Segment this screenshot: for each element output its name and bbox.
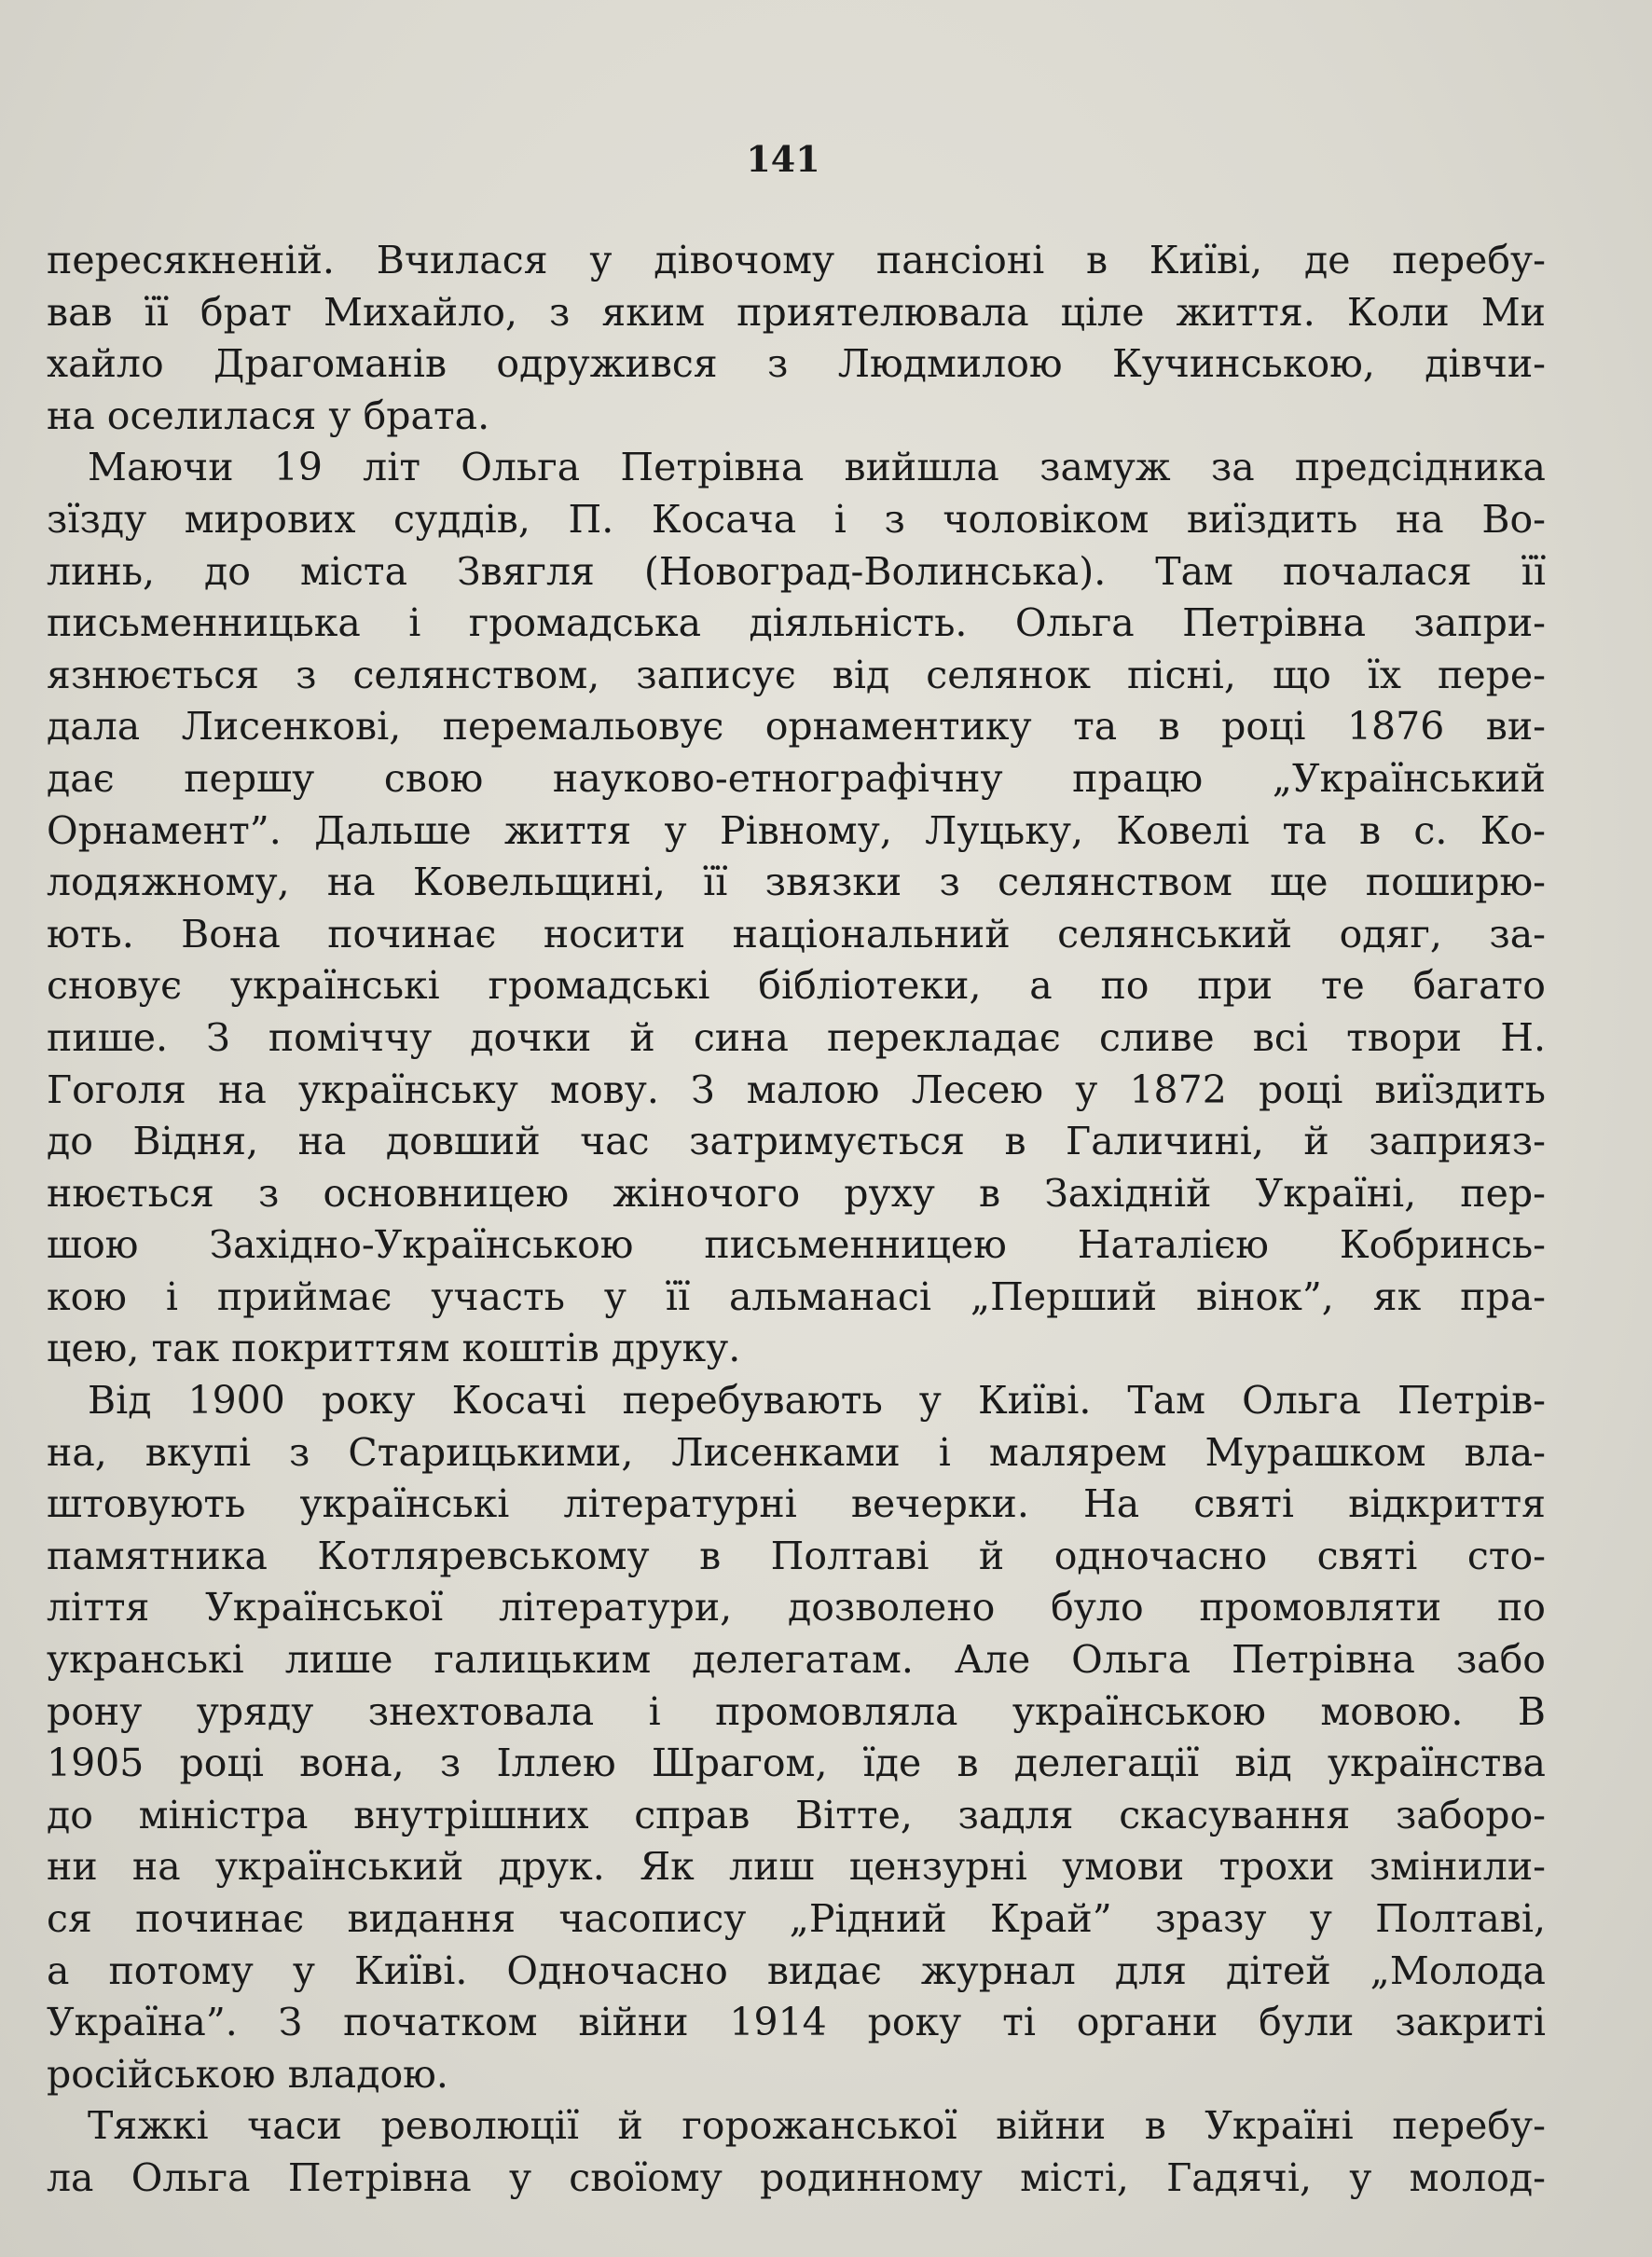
text-line: на оселилася у брата. bbox=[47, 392, 490, 438]
text-line: язнюється з селянством, записує від селянок пісні, що їх пере- bbox=[47, 652, 1546, 697]
text-line: зїзду мирових суддів, П. Косача і з чоловіком виїздить на Во- bbox=[47, 496, 1546, 542]
text-line: кою і приймає участь у її альманасі „Перший вінок”, як пра- bbox=[47, 1273, 1546, 1319]
text-line: Маючи 19 літ Ольга Петрівна вийшла замуж за предсідника bbox=[88, 445, 1546, 490]
paragraph bbox=[47, 2100, 1546, 2204]
text-line: 1905 році вона, з Іллею Шрагом, їде в делегації від українства bbox=[47, 1741, 1546, 1786]
text-line: а потому у Київі. Одночасно видає журнал для дітей „Молода bbox=[47, 1947, 1546, 1993]
text-line: сновує українські громадські бібліотеки, а по при те багато bbox=[47, 963, 1546, 1009]
text-line: ся починає видання часопису „Рідний Край” зразу у Полтаві, bbox=[47, 1896, 1546, 1941]
text-line: до Відня, на довший час затримується в Галичині, й заприяз- bbox=[47, 1119, 1546, 1164]
paragraph bbox=[47, 1375, 1546, 2100]
text-line: нюється з основницею жіночого руху в Західній Україні, пер- bbox=[47, 1170, 1546, 1216]
text-line: ють. Вона починає носити національний селянський одяг, за- bbox=[47, 911, 1546, 956]
text-line: пише. З поміччу дочки й сина перекладає сливе всі твори Н. bbox=[47, 1014, 1546, 1060]
page-number: 141 bbox=[746, 138, 820, 180]
text-line: на, вкупі з Старицькими, Лисенками і малярем Мурашком вла- bbox=[47, 1429, 1546, 1475]
text-line: линь, до міста Звягля (Новоград-Волинська). Там почалася її bbox=[47, 548, 1546, 594]
text-line: дала Лисенкові, перемальовує орнаментику та в році 1876 ви- bbox=[47, 704, 1546, 750]
text-line: памятника Котляревському в Полтаві й одночасно святі сто- bbox=[47, 1533, 1546, 1578]
text-line: до міністра внутрішних справ Вітте, задля скасування заборо- bbox=[47, 1792, 1546, 1837]
text-line: російською владою. bbox=[47, 2051, 448, 2097]
text-line: цею, так покриттям коштів друку. bbox=[47, 1326, 741, 1371]
text-line: Гоголя на українську мову. З малою Лесею у 1872 році виїздить bbox=[47, 1067, 1546, 1112]
text-line: Тяжкі часи революції й горожанської війни в Україні перебу- bbox=[88, 2103, 1546, 2149]
text-line: Орнамент”. Дальше життя у Рівному, Луцьку, Ковелі та в с. Ко- bbox=[47, 807, 1546, 853]
text-line: рону уряду знехтовала і промовляла українською мовою. В bbox=[47, 1688, 1546, 1734]
text-line: ла Ольга Петрівна у своїому родинному місті, Гадячі, у молод- bbox=[47, 2154, 1546, 2200]
paragraph bbox=[47, 235, 1546, 442]
text-line: дає першу свою науково-етнографічну працю „Український bbox=[47, 755, 1546, 801]
text-line: шою Західно-Українською письменницею Наталією Кобринсь- bbox=[47, 1222, 1546, 1268]
text-line: лодяжному, на Ковельщині, її звязки з селянством ще поширю- bbox=[47, 860, 1546, 905]
text-line: штовують українські літературні вечерки. На святі відкриття bbox=[47, 1481, 1546, 1527]
text-line: вав її брат Михайло, з яким приятелювала ціле життя. Коли Ми bbox=[47, 289, 1546, 335]
body-text bbox=[47, 235, 1546, 2205]
text-line: Від 1900 року Косачі перебувають у Київі. Там Ольга Петрів- bbox=[88, 1378, 1546, 1424]
text-line: Україна”. З початком війни 1914 року ті органи були закриті bbox=[47, 2000, 1546, 2045]
text-line: ліття Української літератури, дозволено було промовляти по bbox=[47, 1585, 1546, 1631]
text-line: письменницька і громадська діяльність. Ольга Петрівна запри- bbox=[47, 600, 1546, 646]
text-line: пересякненій. Вчилася у дівочому пансіоні в Київі, де перебу- bbox=[47, 238, 1546, 282]
text-line: укранські лише галицьким делегатам. Але Ольга Петрівна забо bbox=[47, 1637, 1546, 1683]
text-line: ни на український друк. Як лиш цензурні умови трохи змінили- bbox=[47, 1844, 1546, 1890]
paragraph bbox=[47, 442, 1546, 1375]
text-line: хайло Драгоманів одружився з Людмилою Кучинською, дівчи- bbox=[47, 341, 1546, 387]
